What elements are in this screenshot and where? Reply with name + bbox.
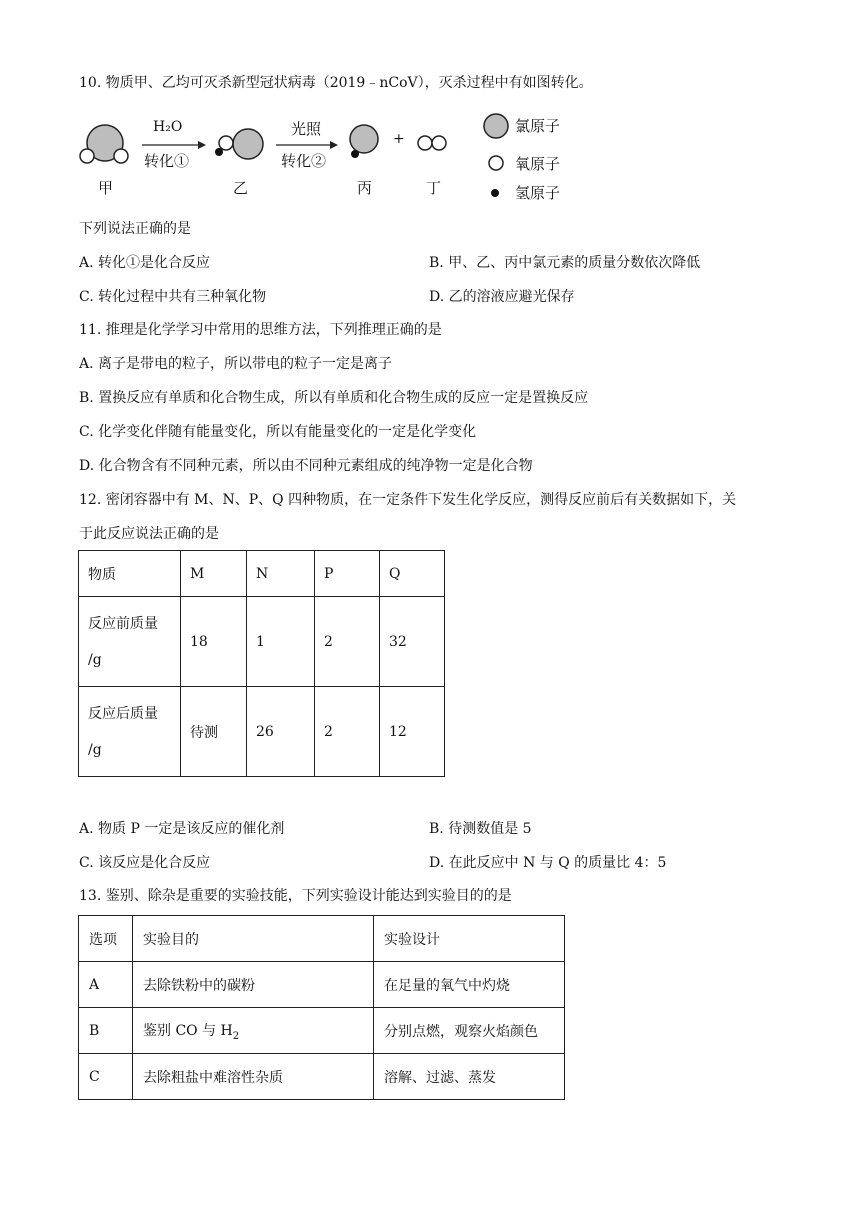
label-jia: 甲: [98, 179, 114, 197]
header-cell: M: [181, 551, 247, 597]
q12-stem-line1: 12. 密闭容器中有 M、N、P、Q 四种物质，在一定条件下发生化学反应，测得反应前后有关数据如下，关: [79, 492, 737, 508]
header-cell: 实验设计: [374, 916, 565, 962]
legend-chlorine: 氯原子: [515, 117, 561, 135]
molecule-jia-icon: [80, 125, 128, 163]
table-cell: C: [79, 1054, 133, 1100]
table-cell: B: [79, 1008, 133, 1054]
table-cell: [133, 1008, 374, 1054]
q12-option-d: D. 在此反应中 N 与 Q 的质量比 4：5: [429, 855, 667, 871]
row-label-cell: [79, 687, 181, 777]
legend-oxygen: 氧原子: [515, 155, 561, 173]
molecule-ding-icon: [418, 136, 446, 150]
table-cell: 18: [181, 597, 247, 687]
arrow-1-icon: [142, 141, 206, 149]
table-cell: 12: [380, 687, 445, 777]
table-cell: 溶解、过滤、蒸发: [374, 1054, 565, 1100]
table-cell: 1: [247, 597, 315, 687]
table-row: [79, 687, 445, 777]
q10-option-c: C. 转化过程中共有三种氧化物: [79, 289, 267, 305]
arrow-2-bottom-label: 转化②: [281, 152, 327, 170]
arrow-1-bottom-label: 转化①: [144, 152, 190, 170]
table-cell: 在足量的氧气中灼烧: [374, 962, 565, 1008]
header-cell: Q: [380, 551, 445, 597]
q10-option-b: B. 甲、乙、丙中氯元素的质量分数依次降低: [429, 255, 701, 271]
table-cell: 32: [380, 597, 445, 687]
q10-option-a: A. 转化①是化合反应: [79, 255, 211, 271]
q11-option-b: B. 置换反应有单质和化合物生成，所以有单质和化合物生成的反应一定是置换反应: [79, 390, 589, 406]
q12-data-table: [78, 550, 445, 777]
table-cell: 26: [247, 687, 315, 777]
q12-stem-line2: 于此反应说法正确的是: [79, 526, 219, 542]
arrow-1-top-label: H₂O: [153, 119, 183, 135]
table-row: [79, 1008, 565, 1054]
table-row: [79, 1054, 565, 1100]
q11-option-d: D. 化合物含有不同种元素，所以由不同种元素组成的纯净物一定是化合物: [79, 458, 533, 474]
arrow-2-top-label: 光照: [291, 120, 322, 138]
q11-stem: 11. 推理是化学学习中常用的思维方法，下列推理正确的是: [79, 322, 442, 338]
q10-option-d: D. 乙的溶液应避光保存: [429, 289, 575, 305]
q11-option-a: A. 离子是带电的粒子，所以带电的粒子一定是离子: [79, 356, 393, 372]
header-cell: N: [247, 551, 315, 597]
row-label-unit: /g: [88, 651, 102, 668]
q12-option-c: C. 该反应是化合反应: [79, 855, 211, 871]
header-cell: 选项: [79, 916, 133, 962]
cell-text: 鉴别 CO 与 H: [143, 1022, 233, 1039]
row-label-line: 反应后质量: [88, 705, 158, 722]
legend-hydrogen: 氢原子: [515, 184, 561, 202]
molecule-bing-icon: [350, 125, 378, 158]
table-cell: 去除粗盐中难溶性杂质: [133, 1054, 374, 1100]
q11-option-c: C. 化学变化伴随有能量变化，所以有能量变化的一定是化学变化: [79, 424, 477, 440]
row-label-unit: /g: [88, 741, 102, 758]
header-cell: P: [315, 551, 380, 597]
table-row: [79, 962, 565, 1008]
q10-question: 下列说法正确的是: [79, 221, 191, 237]
header-cell: 实验目的: [133, 916, 374, 962]
table-cell: 2: [315, 687, 380, 777]
q10-stem: 10. 物质甲、乙均可灭杀新型冠状病毒（2019﹣nCoV），灭杀过程中有如图转化。: [79, 75, 593, 91]
q10-reaction-diagram: [0, 100, 860, 310]
plus-sign: +: [393, 131, 405, 147]
table-header-row: [79, 916, 565, 962]
row-label-line: 反应前质量: [88, 615, 158, 632]
table-cell: 2: [315, 597, 380, 687]
arrow-2-icon: [276, 141, 338, 149]
label-ding: 丁: [426, 179, 442, 197]
table-header-row: [79, 551, 445, 597]
q12-option-a: A. 物质 P 一定是该反应的催化剂: [79, 821, 285, 837]
label-bing: 丙: [357, 179, 373, 197]
header-cell: 物质: [79, 551, 181, 597]
q12-option-b: B. 待测数值是 5: [429, 821, 532, 837]
q13-experiment-table: [78, 915, 565, 1100]
q13-stem: 13. 鉴别、除杂是重要的实验技能，下列实验设计能达到实验目的的是: [79, 888, 512, 904]
legend-icons: [484, 114, 508, 197]
table-cell: 分别点燃，观察火焰颜色: [374, 1008, 565, 1054]
table-cell: 去除铁粉中的碳粉: [133, 962, 374, 1008]
table-cell: 待测: [181, 687, 247, 777]
molecule-yi-icon: [215, 129, 263, 159]
table-cell: A: [79, 962, 133, 1008]
row-label-cell: [79, 597, 181, 687]
table-row: [79, 597, 445, 687]
subscript: 2: [232, 1030, 240, 1042]
label-yi: 乙: [233, 179, 249, 197]
